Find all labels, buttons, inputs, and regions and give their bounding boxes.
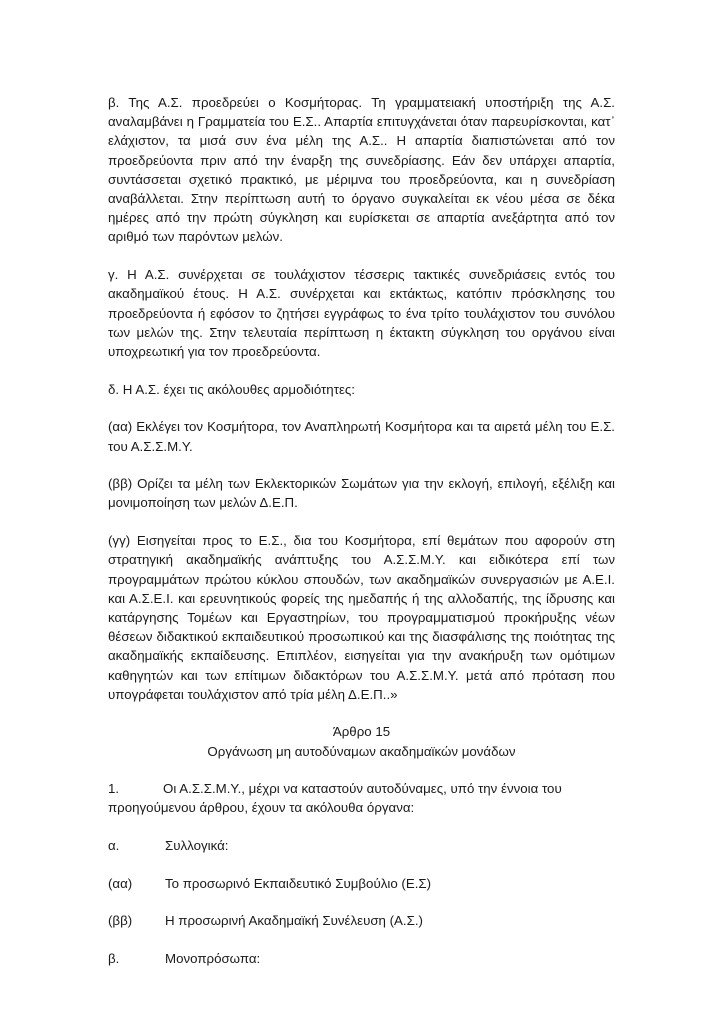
list-item-text: Συλλογικά: (165, 837, 229, 853)
list-item (108, 779, 615, 817)
article-heading (108, 722, 615, 760)
paragraph-bb: (ββ) Ορίζει τα μέλη των Εκλεκτορικών Σωμάτων για την εκλογή, επιλογή, εξέλιξη και μονιμοποίηση των μελών Δ.Ε.Π. (108, 476, 615, 511)
paragraph-gamma: γ. Η Α.Σ. συνέρχεται σε τουλάχιστον τέσσερις τακτικές συνεδριάσεις εντός του ακαδημαϊκού έτους. Η Α.Σ. συνέρχεται και εκτάκτως, κατόπιν πρόσκλησης του προεδρεύοντα ή εφόσον το ζητήσει εγγράφως το ένα τρίτο τουλάχιστον του συνόλου των μελών της. Στην τελευταία περίπτωση η έκτακτη σύγκληση του οργάνου είναι υποχρεωτική για τον προεδρεύοντα. (108, 267, 615, 359)
paragraph-aa: (αα) Εκλέγει τον Κοσμήτορα, τον Αναπληρωτή Κοσμήτορα και τα αιρετά μέλη του Ε.Σ. του Α.Σ.Σ.Μ.Υ. (108, 419, 615, 454)
list-item-number: α. (108, 837, 120, 853)
paragraph-gg: (γγ) Εισηγείται προς το Ε.Σ., δια του Κοσμήτορα, επί θεμάτων που αφορούν στη στρατηγική ακαδημαϊκής ανάπτυξης του Α.Σ.Σ.Μ.Υ. και ειδικότερα επί των προγραμμάτων πρώτου κύκλου σπουδών, των ακαδημαϊκών συνεργασιών με Α.Ε.Ι. και Α.Σ.Ε.Ι. και ερευνητικούς φορείς της ημεδαπής ή της αλλοδαπής, της ίδρυσης και κατάργησης Τομέων και Εργαστηρίων, του προγραμματισμού προκήρυξης νέων θέσεων διδακτικού εκπαιδευτικού προσωπικού και της διασφάλισης της ποιότητας της ακαδημαϊκής εκπαίδευσης. Επιπλέον, εισηγείται για την ανακήρυξη των ομότιμων καθηγητών και των επίτιμων διδακτόρων του Α.Σ.Σ.Μ.Υ. μετά από πρόταση που υπογράφεται τουλάχιστον από τρία μέλη Δ.Ε.Π..» (108, 533, 615, 702)
document-page (108, 93, 615, 987)
list-item (108, 949, 615, 968)
list-item (108, 836, 615, 855)
article-number: Άρθρο 15 (332, 724, 391, 740)
list-item-text: Μονοπρόσωπα: (165, 950, 261, 966)
list-item-text: Οι Α.Σ.Σ.Μ.Υ., μέχρι να καταστούν αυτοδύναμες, υπό την έννοια του προηγούμενου άρθρου, έχουν τα ακόλουθα όργανα: (108, 780, 562, 816)
list-item-number: (αα) (108, 875, 133, 891)
list-item-text: Το προσωρινό Εκπαιδευτικό Συμβούλιο (Ε.Σ) (165, 875, 432, 891)
list-item (108, 911, 615, 930)
paragraph-delta: δ. Η Α.Σ. έχει τις ακόλουθες αρμοδιότητες: (108, 381, 355, 397)
list-item (108, 874, 615, 893)
list-item-number: 1. (108, 780, 120, 796)
list-item-text: Η προσωρινή Ακαδημαϊκή Συνέλευση (Α.Σ.) (165, 913, 423, 929)
list-item-number: β. (108, 950, 120, 966)
list-item-number: (ββ) (108, 913, 133, 929)
article-title: Οργάνωση μη αυτοδύναμων ακαδημαϊκών μονάδων (207, 743, 516, 759)
paragraph-beta: β. Της Α.Σ. προεδρεύει ο Κοσμήτορας. Τη γραμματειακή υποστήριξη της Α.Σ. αναλαμβάνει η Γραμματεία του Ε.Σ.. Απαρτία επιτυγχάνεται όταν παρευρίσκονται, κατ᾽ ελάχιστον, τα μισά συν ένα μέλη της Α.Σ.. Η απαρτία διαπιστώνεται από τον προεδρεύοντα πριν από την έναρξη της συνεδρίασης. Εάν δεν υπάρχει απαρτία, συντάσσεται σχετικό πρακτικό, με μέριμνα του προεδρεύοντα, και η συνεδρίαση αναβάλλεται. Στην περίπτωση αυτή το όργανο συγκαλείται εκ νέου μέσα σε δέκα ημέρες από την πρώτη σύγκληση και ευρίσκεται σε απαρτία ανεξάρτητα από τον αριθμό των παρόντων μελών. (108, 95, 615, 245)
